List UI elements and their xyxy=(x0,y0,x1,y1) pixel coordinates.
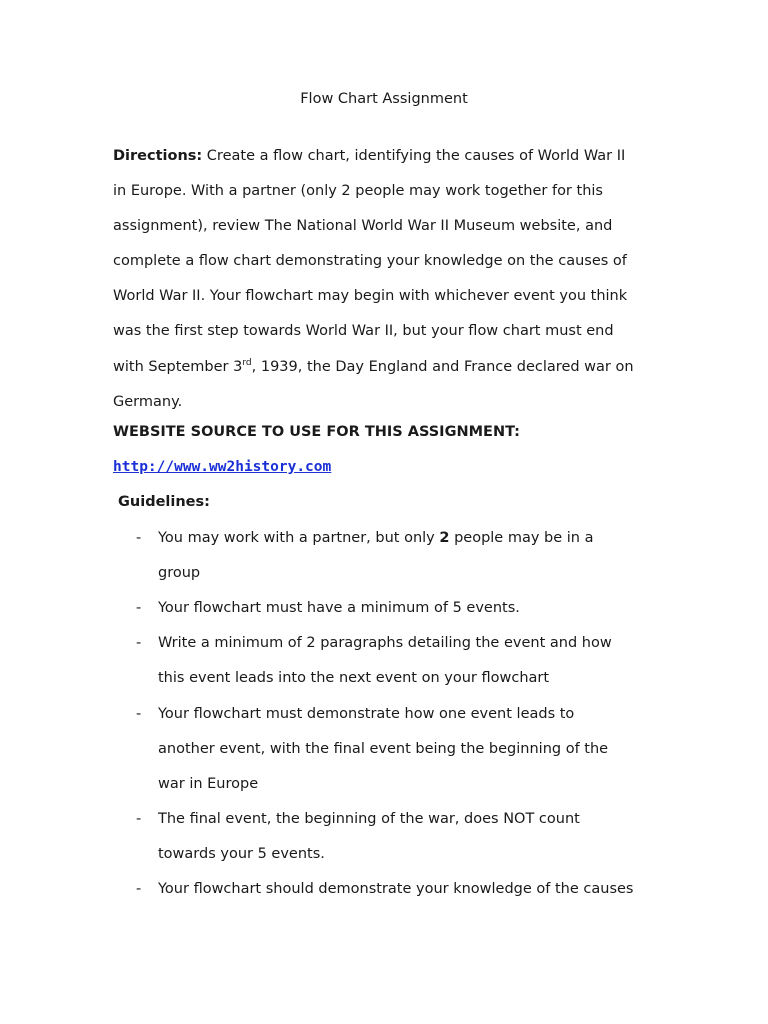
guideline-emphasis: 2 xyxy=(439,530,450,546)
ordinal-suffix: rd xyxy=(242,357,252,368)
directions-line: was the first step towards World War II, but your flow chart must end xyxy=(113,323,614,340)
guideline-text: You may work with a partner, but only xyxy=(158,530,440,546)
bullet-marker: - xyxy=(136,530,142,546)
guideline-continuation: group xyxy=(158,565,201,581)
guideline-text: people may be in a xyxy=(449,530,594,546)
bullet-marker: - xyxy=(136,635,142,651)
guideline-continuation: war in Europe xyxy=(158,776,259,792)
directions-text: with September 3 xyxy=(113,358,243,375)
guidelines-heading: Guidelines: xyxy=(118,494,210,510)
directions-line: Germany. xyxy=(113,393,183,410)
guideline-item: Write a minimum of 2 paragraphs detailing the event and how xyxy=(158,635,612,651)
directions-line: in Europe. With a partner (only 2 people may work together for this xyxy=(113,183,603,200)
guideline-continuation: towards your 5 events. xyxy=(158,846,325,862)
document-title: Flow Chart Assignment xyxy=(300,91,468,107)
guideline-item: Your flowchart must have a minimum of 5 events. xyxy=(158,600,520,616)
directions-line: complete a flow chart demonstrating your knowledge on the causes of xyxy=(113,253,627,270)
guideline-item: The final event, the beginning of the war, does NOT count xyxy=(158,811,580,827)
guideline-item: Your flowchart must demonstrate how one event leads to xyxy=(158,706,575,722)
directions-text: , 1939, the Day England and France declared war on xyxy=(251,358,634,375)
bullet-marker: - xyxy=(136,881,142,897)
guideline-item xyxy=(158,528,594,548)
directions-line: assignment), review The National World War II Museum website, and xyxy=(113,218,613,235)
website-source-heading: WEBSITE SOURCE TO USE FOR THIS ASSIGNMENT: xyxy=(113,424,520,440)
directions-line: World War II. Your flowchart may begin with whichever event you think xyxy=(113,288,628,305)
guideline-continuation: this event leads into the next event on your flowchart xyxy=(158,670,550,686)
directions-text: Create a flow chart, identifying the causes of World War II xyxy=(202,148,626,164)
guideline-continuation: another event, with the final event being the beginning of the xyxy=(158,741,609,757)
bullet-marker: - xyxy=(136,600,142,616)
directions-label: Directions: xyxy=(113,148,203,164)
bullet-marker: - xyxy=(136,706,142,722)
guideline-item: Your flowchart should demonstrate your knowledge of the causes xyxy=(158,881,634,897)
bullet-marker: - xyxy=(136,811,142,827)
website-link[interactable]: http://www.ww2history.com xyxy=(113,459,332,475)
